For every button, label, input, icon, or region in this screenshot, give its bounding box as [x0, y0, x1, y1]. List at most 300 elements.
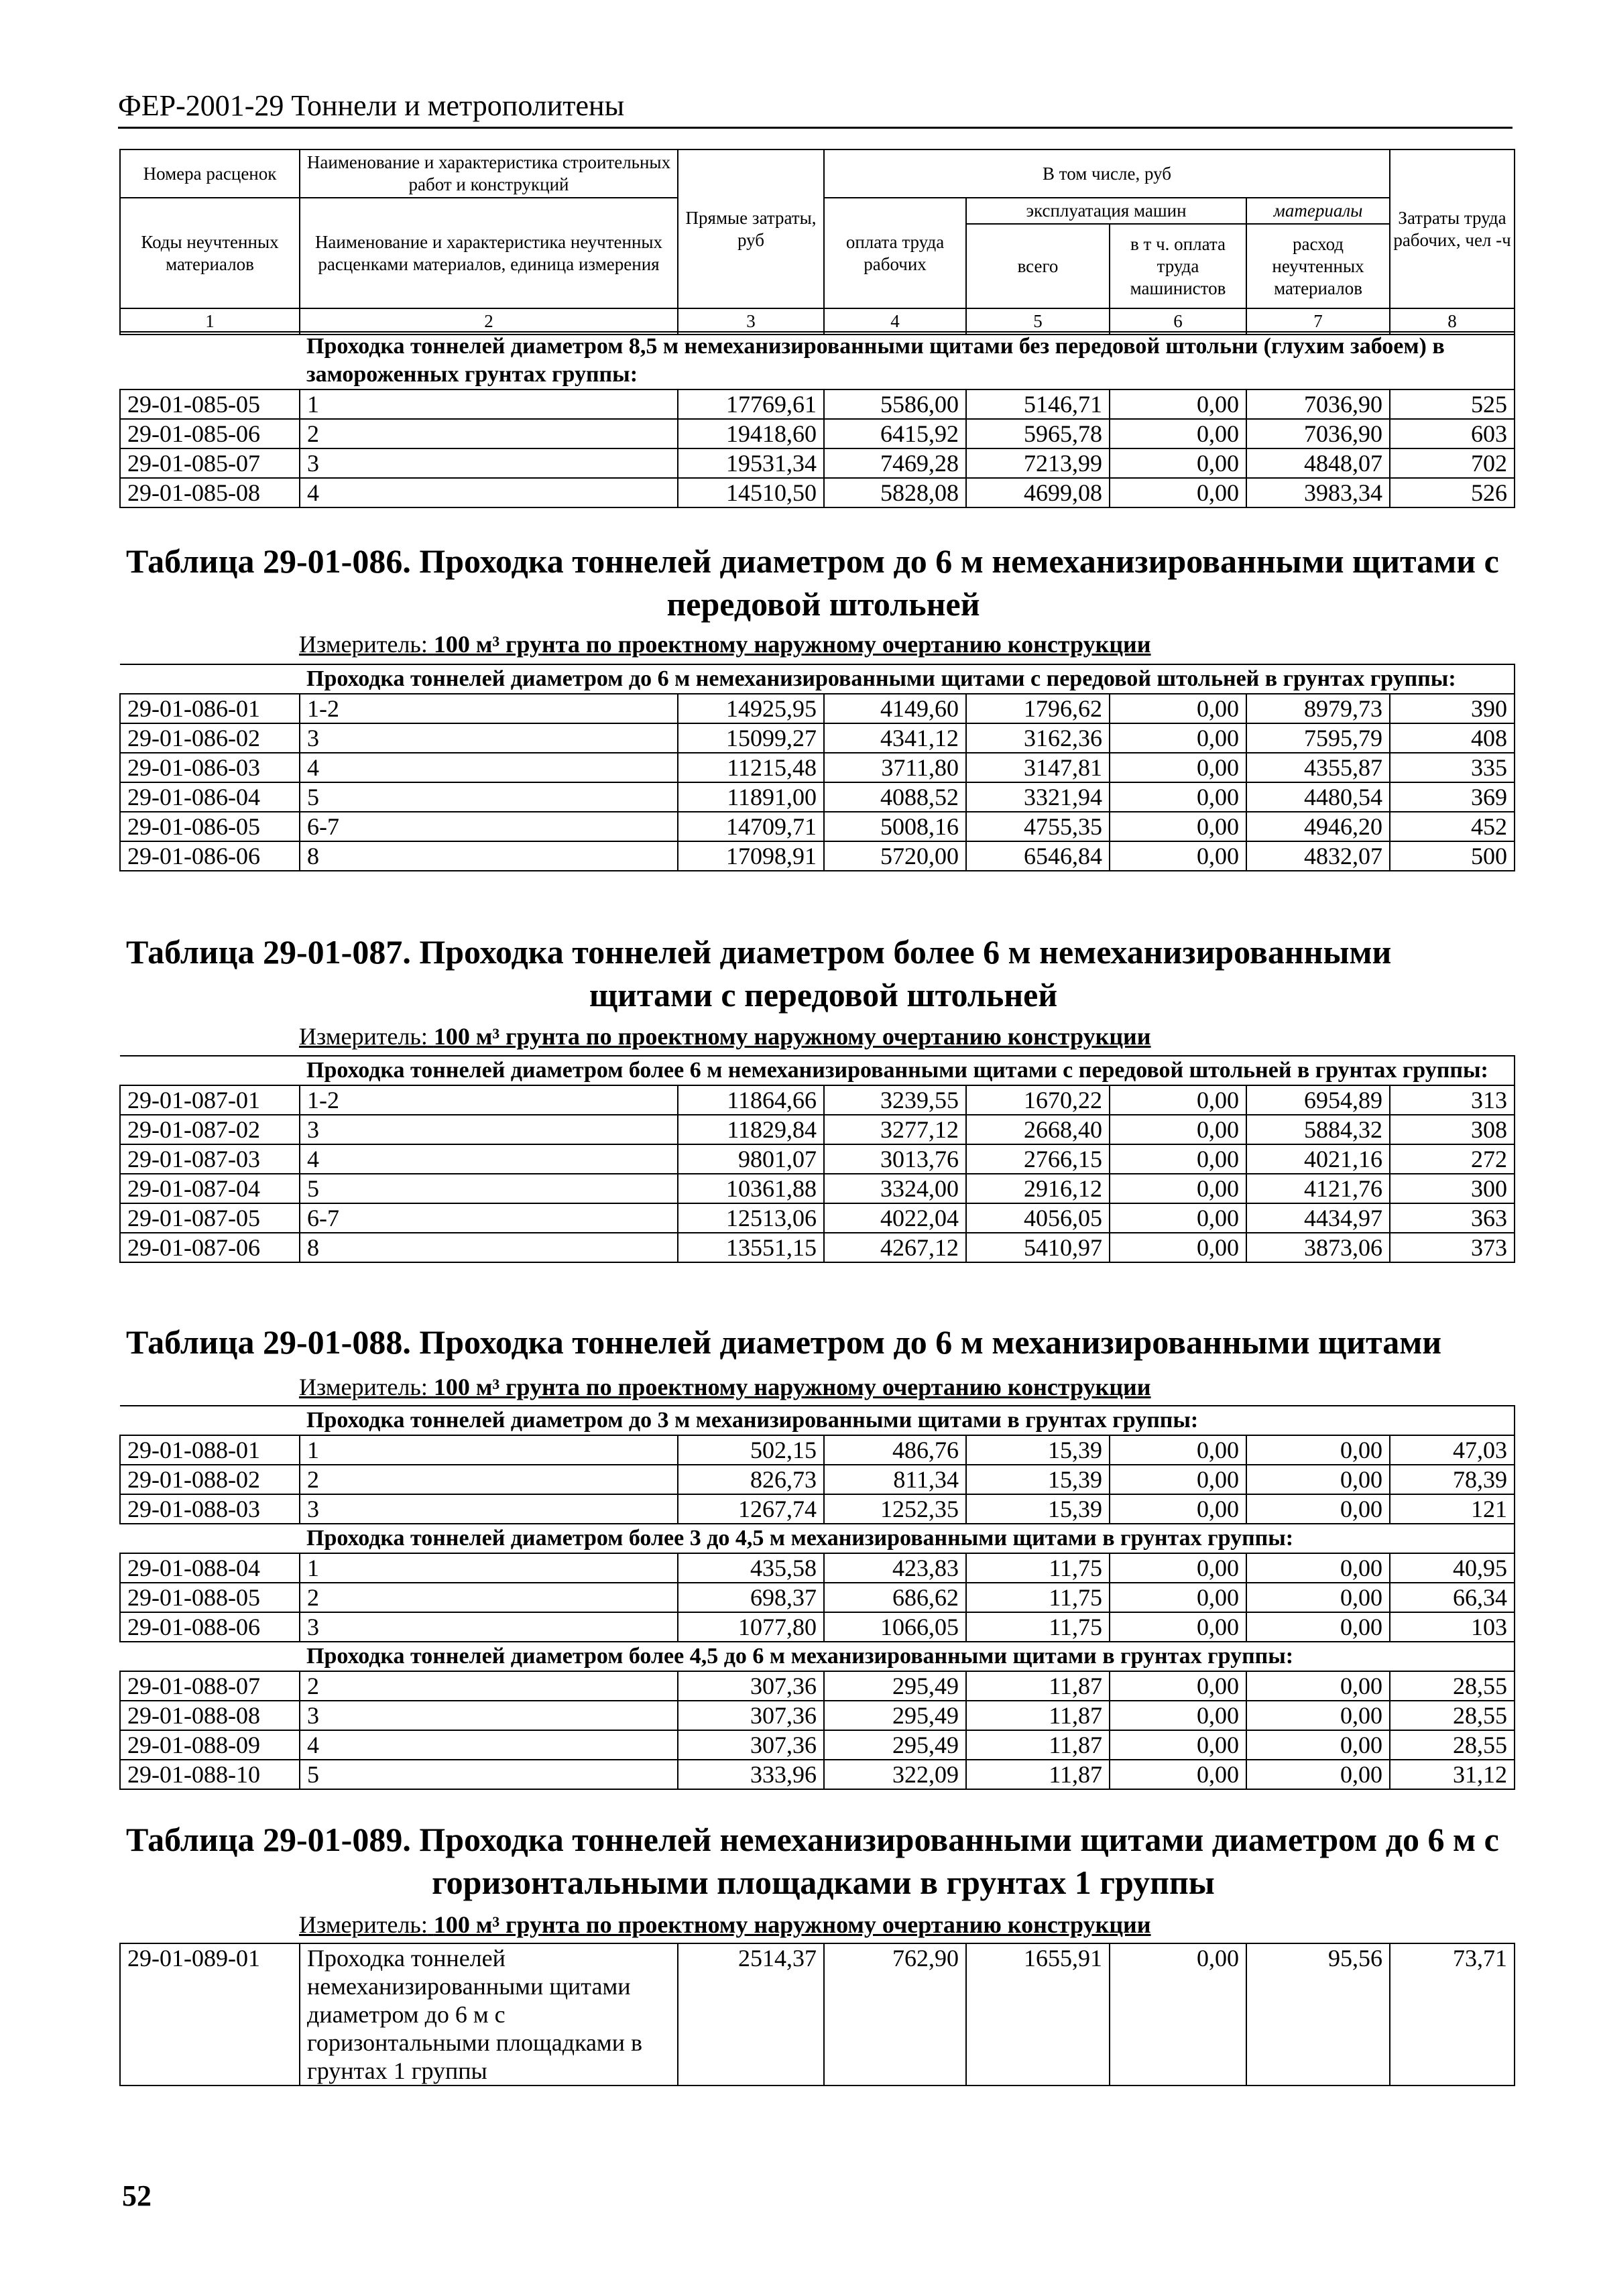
header-machinist-pay: в т ч. оплата труда машинистов — [1110, 224, 1246, 308]
cell-material-consumption: 4848,07 — [1246, 448, 1390, 478]
cell-labor-costs: 40,95 — [1390, 1553, 1515, 1583]
cell-material-consumption: 5884,32 — [1246, 1115, 1390, 1144]
table-row — [120, 1494, 1515, 1524]
cell-rate-code: 29-01-087-06 — [120, 1233, 300, 1262]
cell-rate-code: 29-01-087-03 — [120, 1144, 300, 1174]
table-row — [120, 1203, 1515, 1233]
cell-machine-total: 3162,36 — [966, 723, 1110, 753]
header-materials: материалы — [1246, 198, 1390, 224]
cell-labor-costs: 272 — [1390, 1144, 1515, 1174]
cell-labor-costs: 335 — [1390, 753, 1515, 782]
cell-machinist-pay: 0,00 — [1110, 1943, 1246, 2086]
table-row — [120, 1760, 1515, 1789]
cell-machinist-pay: 0,00 — [1110, 419, 1246, 448]
cell-machinist-pay: 0,00 — [1110, 1730, 1246, 1760]
cell-labor-costs: 28,55 — [1390, 1701, 1515, 1730]
table-087-measure — [299, 1022, 1151, 1050]
header-labor-costs: Затраты труда рабочих, чел -ч — [1390, 149, 1515, 308]
cell-labor-costs: 78,39 — [1390, 1465, 1515, 1494]
cell-labor-costs: 308 — [1390, 1115, 1515, 1144]
cell-machinist-pay: 0,00 — [1110, 1174, 1246, 1203]
cell-machine-total: 11,75 — [966, 1612, 1110, 1642]
cell-machinist-pay: 0,00 — [1110, 1583, 1246, 1612]
page-number: 52 — [122, 2179, 152, 2212]
cell-machinist-pay: 0,00 — [1110, 1465, 1246, 1494]
cell-rate-code: 29-01-088-01 — [120, 1435, 300, 1465]
cell-machinist-pay: 0,00 — [1110, 1144, 1246, 1174]
section-spacer — [120, 1642, 300, 1671]
cell-worker-pay: 811,34 — [824, 1465, 966, 1494]
cell-direct-costs: 1077,80 — [678, 1612, 824, 1642]
column-number: 6 — [1110, 308, 1246, 335]
cell-direct-costs: 12513,06 — [678, 1203, 824, 1233]
cell-worker-pay: 4022,04 — [824, 1203, 966, 1233]
section-spacer — [120, 1056, 300, 1085]
cell-worker-pay: 1252,35 — [824, 1494, 966, 1524]
column-number: 1 — [120, 308, 300, 335]
table-row — [120, 419, 1515, 448]
cell-machine-total: 2916,12 — [966, 1174, 1110, 1203]
cell-direct-costs: 11891,00 — [678, 782, 824, 812]
cell-group-label: 3 — [300, 448, 678, 478]
cell-labor-costs: 526 — [1390, 478, 1515, 507]
table-087-title — [126, 930, 1521, 1016]
cell-direct-costs: 11864,66 — [678, 1085, 824, 1115]
cell-worker-pay: 295,49 — [824, 1730, 966, 1760]
cell-worker-pay: 5586,00 — [824, 389, 966, 419]
cell-material-consumption: 0,00 — [1246, 1730, 1390, 1760]
cell-worker-pay: 686,62 — [824, 1583, 966, 1612]
cell-worker-pay: 295,49 — [824, 1701, 966, 1730]
cell-group-label: 2 — [300, 419, 678, 448]
cell-machinist-pay: 0,00 — [1110, 1115, 1246, 1144]
cell-labor-costs: 390 — [1390, 694, 1515, 723]
cell-worker-pay: 762,90 — [824, 1943, 966, 2086]
cell-material-consumption: 4021,16 — [1246, 1144, 1390, 1174]
cell-worker-pay: 295,49 — [824, 1671, 966, 1701]
cell-rate-code: 29-01-085-05 — [120, 389, 300, 419]
cell-worker-pay: 486,76 — [824, 1435, 966, 1465]
table-title-line: горизонтальными площадками в грунтах 1 группы — [432, 1864, 1215, 1901]
header-rate-number: Номера расценок — [120, 149, 300, 198]
cell-machine-total: 1670,22 — [966, 1085, 1110, 1115]
cell-material-consumption: 0,00 — [1246, 1612, 1390, 1642]
cell-material-consumption: 0,00 — [1246, 1701, 1390, 1730]
cell-machine-total: 6546,84 — [966, 841, 1110, 871]
cell-group-label: 4 — [300, 753, 678, 782]
cell-rate-code: 29-01-085-06 — [120, 419, 300, 448]
cell-worker-pay: 3277,12 — [824, 1115, 966, 1144]
cell-material-consumption: 4946,20 — [1246, 812, 1390, 841]
table-row — [120, 1701, 1515, 1730]
cell-direct-costs: 698,37 — [678, 1583, 824, 1612]
section-spacer — [120, 332, 300, 389]
cell-rate-code: 29-01-088-05 — [120, 1583, 300, 1612]
table-086-title — [126, 540, 1521, 625]
cell-labor-costs: 47,03 — [1390, 1435, 1515, 1465]
header-machine-operation: эксплуатация машин — [966, 198, 1246, 224]
cell-machine-total: 3147,81 — [966, 753, 1110, 782]
cell-direct-costs: 307,36 — [678, 1671, 824, 1701]
cell-rate-code: 29-01-086-05 — [120, 812, 300, 841]
header-direct-costs: Прямые затраты, руб — [678, 149, 824, 308]
cell-labor-costs: 28,55 — [1390, 1671, 1515, 1701]
page-header: ФЕР-2001-29 Тоннели и метрополитены — [118, 88, 1513, 129]
cell-group-label: 2 — [300, 1583, 678, 1612]
cell-group-label: 1 — [300, 1435, 678, 1465]
cell-material-consumption: 4121,76 — [1246, 1174, 1390, 1203]
cell-machine-total: 15,39 — [966, 1435, 1110, 1465]
cell-machinist-pay: 0,00 — [1110, 1233, 1246, 1262]
measure-text: 100 м³ грунта по проектному наружному очертанию конструкции — [433, 1023, 1151, 1050]
measure-lead: Измеритель: — [299, 1911, 428, 1938]
cell-group-label: 1 — [300, 1553, 678, 1583]
cell-labor-costs: 66,34 — [1390, 1583, 1515, 1612]
cell-direct-costs: 307,36 — [678, 1730, 824, 1760]
cell-rate-code: 29-01-085-08 — [120, 478, 300, 507]
cell-direct-costs: 9801,07 — [678, 1144, 824, 1174]
cell-material-consumption: 4480,54 — [1246, 782, 1390, 812]
cell-direct-costs: 1267,74 — [678, 1494, 824, 1524]
table-row — [120, 1115, 1515, 1144]
cell-group-label: 5 — [300, 782, 678, 812]
cell-labor-costs: 28,55 — [1390, 1730, 1515, 1760]
section-row — [120, 664, 1515, 694]
cell-group-label: 4 — [300, 478, 678, 507]
cell-labor-costs: 73,71 — [1390, 1943, 1515, 2086]
column-number: 4 — [824, 308, 966, 335]
cell-worker-pay: 4267,12 — [824, 1233, 966, 1262]
section-spacer — [120, 1406, 300, 1435]
cell-rate-code: 29-01-087-05 — [120, 1203, 300, 1233]
header-material-name: Наименование и характеристика неучтенных расценками материалов, единица измерения — [300, 198, 678, 308]
table-row — [120, 448, 1515, 478]
section-heading: Проходка тоннелей диаметром 8,5 м немеханизированными щитами без передовой штольни (глухим забоем) в замороженных грунтах группы: — [300, 332, 1515, 389]
cell-labor-costs: 121 — [1390, 1494, 1515, 1524]
cell-rate-code: 29-01-087-04 — [120, 1174, 300, 1203]
cell-machinist-pay: 0,00 — [1110, 1435, 1246, 1465]
cell-direct-costs: 15099,27 — [678, 723, 824, 753]
cell-labor-costs: 313 — [1390, 1085, 1515, 1115]
measure-text: 100 м³ грунта по проектному наружному очертанию конструкции — [433, 1911, 1151, 1938]
cell-rate-code: 29-01-087-02 — [120, 1115, 300, 1144]
cell-worker-pay: 423,83 — [824, 1553, 966, 1583]
table-title-line: Таблица 29-01-088. Проходка тоннелей диаметром до 6 м механизированными щитами — [126, 1323, 1442, 1361]
cell-direct-costs: 11215,48 — [678, 753, 824, 782]
table-088-title — [126, 1321, 1521, 1364]
cell-machinist-pay: 0,00 — [1110, 1671, 1246, 1701]
measure-lead: Измеритель: — [299, 631, 428, 658]
cell-rate-code: 29-01-088-07 — [120, 1671, 300, 1701]
cell-material-consumption: 0,00 — [1246, 1671, 1390, 1701]
cell-group-label: 6-7 — [300, 1203, 678, 1233]
cell-material-consumption: 4355,87 — [1246, 753, 1390, 782]
cell-rate-code: 29-01-086-03 — [120, 753, 300, 782]
cell-machinist-pay: 0,00 — [1110, 694, 1246, 723]
cell-machinist-pay: 0,00 — [1110, 782, 1246, 812]
cell-machinist-pay: 0,00 — [1110, 1553, 1246, 1583]
cell-machine-total: 11,87 — [966, 1701, 1110, 1730]
section-row — [120, 1056, 1515, 1085]
cell-direct-costs: 14510,50 — [678, 478, 824, 507]
section-row — [120, 332, 1515, 389]
cell-labor-costs: 408 — [1390, 723, 1515, 753]
cell-labor-costs: 300 — [1390, 1174, 1515, 1203]
cell-direct-costs: 17098,91 — [678, 841, 824, 871]
cell-machine-total: 1655,91 — [966, 1943, 1110, 2086]
section-heading: Проходка тоннелей диаметром более 6 м немеханизированными щитами с передовой штольней в грунтах группы: — [300, 1056, 1515, 1085]
cell-group-label: 3 — [300, 723, 678, 753]
section-row — [120, 1524, 1515, 1553]
cell-direct-costs: 13551,15 — [678, 1233, 824, 1262]
cell-machinist-pay: 0,00 — [1110, 1760, 1246, 1789]
table-row — [120, 1583, 1515, 1612]
column-number: 8 — [1390, 308, 1515, 335]
cell-worker-pay: 3013,76 — [824, 1144, 966, 1174]
cell-direct-costs: 14709,71 — [678, 812, 824, 841]
cell-direct-costs: 2514,37 — [678, 1943, 824, 2086]
cell-machine-total: 11,87 — [966, 1671, 1110, 1701]
table-title-line: Таблица 29-01-087. Проходка тоннелей диаметром более 6 м немеханизированными — [126, 933, 1392, 971]
cell-worker-pay: 4341,12 — [824, 723, 966, 753]
table-087 — [119, 1055, 1515, 1263]
cell-rate-code: 29-01-088-09 — [120, 1730, 300, 1760]
cell-material-consumption: 7036,90 — [1246, 389, 1390, 419]
cell-worker-pay: 5828,08 — [824, 478, 966, 507]
cell-rate-code: 29-01-086-01 — [120, 694, 300, 723]
cell-direct-costs: 333,96 — [678, 1760, 824, 1789]
cell-machine-total: 4755,35 — [966, 812, 1110, 841]
cell-direct-costs: 502,15 — [678, 1435, 824, 1465]
cell-machine-total: 11,87 — [966, 1730, 1110, 1760]
section-heading: Проходка тоннелей диаметром до 6 м немеханизированными щитами с передовой штольней в грунтах группы: — [300, 664, 1515, 694]
table-row — [120, 1435, 1515, 1465]
cell-direct-costs: 19531,34 — [678, 448, 824, 478]
table-088 — [119, 1405, 1515, 1790]
cell-direct-costs: 17769,61 — [678, 389, 824, 419]
cell-group-label: 4 — [300, 1144, 678, 1174]
cell-worker-pay: 3324,00 — [824, 1174, 966, 1203]
section-heading: Проходка тоннелей диаметром более 3 до 4,5 м механизированными щитами в грунтах группы: — [300, 1524, 1515, 1553]
cell-worker-pay: 5720,00 — [824, 841, 966, 871]
table-title-line: Таблица 29-01-086. Проходка тоннелей диаметром до 6 м немеханизированными щитами с — [126, 542, 1499, 580]
table-089-measure — [299, 1911, 1151, 1939]
cell-material-consumption: 4832,07 — [1246, 841, 1390, 871]
cell-rate-code: 29-01-088-03 — [120, 1494, 300, 1524]
cell-material-consumption: 3873,06 — [1246, 1233, 1390, 1262]
table-088-measure — [299, 1373, 1151, 1401]
cell-direct-costs: 19418,60 — [678, 419, 824, 448]
cell-machinist-pay: 0,00 — [1110, 1203, 1246, 1233]
table-089-title — [126, 1818, 1521, 1904]
cell-labor-costs: 500 — [1390, 841, 1515, 871]
cell-machine-total: 11,75 — [966, 1583, 1110, 1612]
cell-machine-total: 1796,62 — [966, 694, 1110, 723]
cell-machinist-pay: 0,00 — [1110, 1494, 1246, 1524]
header-work-name: Наименование и характеристика строительных работ и конструкций — [300, 149, 678, 198]
table-row — [120, 1553, 1515, 1583]
cell-machine-total: 4699,08 — [966, 478, 1110, 507]
cell-labor-costs: 363 — [1390, 1203, 1515, 1233]
table-086 — [119, 664, 1515, 871]
table-row — [120, 782, 1515, 812]
table-085-continued — [119, 331, 1515, 508]
cell-machinist-pay: 0,00 — [1110, 723, 1246, 753]
cell-machinist-pay: 0,00 — [1110, 1701, 1246, 1730]
cell-group-label: 1-2 — [300, 694, 678, 723]
cell-group-label: 4 — [300, 1730, 678, 1760]
cell-rate-code: 29-01-086-06 — [120, 841, 300, 871]
cell-direct-costs: 10361,88 — [678, 1174, 824, 1203]
cell-machinist-pay: 0,00 — [1110, 478, 1246, 507]
cell-material-consumption: 3983,34 — [1246, 478, 1390, 507]
cell-group-label: 8 — [300, 1233, 678, 1262]
cell-machine-total: 3321,94 — [966, 782, 1110, 812]
cell-direct-costs: 14925,95 — [678, 694, 824, 723]
cell-machine-total: 7213,99 — [966, 448, 1110, 478]
header-material-consumption: расход неучтенных материалов — [1246, 224, 1390, 308]
cell-direct-costs: 435,58 — [678, 1553, 824, 1583]
cell-material-consumption: 0,00 — [1246, 1465, 1390, 1494]
table-row — [120, 1465, 1515, 1494]
cell-material-consumption: 7036,90 — [1246, 419, 1390, 448]
cell-material-consumption: 7595,79 — [1246, 723, 1390, 753]
cell-labor-costs: 369 — [1390, 782, 1515, 812]
cell-worker-pay: 1066,05 — [824, 1612, 966, 1642]
column-number: 3 — [678, 308, 824, 335]
cell-machinist-pay: 0,00 — [1110, 812, 1246, 841]
table-086-measure — [299, 630, 1151, 658]
cell-machinist-pay: 0,00 — [1110, 1612, 1246, 1642]
header-machine-total: всего — [966, 224, 1110, 308]
table-row — [120, 694, 1515, 723]
cell-group-label: 5 — [300, 1760, 678, 1789]
section-row — [120, 1642, 1515, 1671]
table-title-line: щитами с передовой штольней — [589, 976, 1058, 1014]
table-row — [120, 1671, 1515, 1701]
cell-worker-pay: 322,09 — [824, 1760, 966, 1789]
table-row — [120, 723, 1515, 753]
cell-worker-pay: 5008,16 — [824, 812, 966, 841]
cell-machine-total: 11,87 — [966, 1760, 1110, 1789]
cell-labor-costs: 702 — [1390, 448, 1515, 478]
table-row — [120, 812, 1515, 841]
cell-rate-code: 29-01-088-08 — [120, 1701, 300, 1730]
cell-machine-total: 11,75 — [966, 1553, 1110, 1583]
table-row — [120, 753, 1515, 782]
cell-group-label: 2 — [300, 1671, 678, 1701]
cell-machinist-pay: 0,00 — [1110, 389, 1246, 419]
cell-rate-code: 29-01-088-02 — [120, 1465, 300, 1494]
cell-group-label: 6-7 — [300, 812, 678, 841]
cell-rate-code: 29-01-088-06 — [120, 1612, 300, 1642]
cell-material-consumption: 0,00 — [1246, 1760, 1390, 1789]
cell-direct-costs: 307,36 — [678, 1701, 824, 1730]
table-089 — [119, 1943, 1515, 2086]
cell-group-label: 2 — [300, 1465, 678, 1494]
cell-machine-total: 15,39 — [966, 1494, 1110, 1524]
section-heading: Проходка тоннелей диаметром до 3 м механизированными щитами в грунтах группы: — [300, 1406, 1515, 1435]
cell-machinist-pay: 0,00 — [1110, 448, 1246, 478]
section-row — [120, 1406, 1515, 1435]
cell-group-label: 3 — [300, 1612, 678, 1642]
column-number: 5 — [966, 308, 1110, 335]
cell-material-consumption: 8979,73 — [1246, 694, 1390, 723]
table-title-line: передовой штольней — [666, 585, 980, 623]
cell-material-consumption: 0,00 — [1246, 1494, 1390, 1524]
cell-group-label: 5 — [300, 1174, 678, 1203]
section-heading: Проходка тоннелей диаметром более 4,5 до 6 м механизированными щитами в грунтах группы: — [300, 1642, 1515, 1671]
cell-machine-total: 2766,15 — [966, 1144, 1110, 1174]
measure-lead: Измеритель: — [299, 1023, 428, 1050]
table-row — [120, 1085, 1515, 1115]
header-including-group: В том числе, руб — [824, 149, 1390, 198]
table-row — [120, 478, 1515, 507]
table-row — [120, 1612, 1515, 1642]
cell-machine-total: 2668,40 — [966, 1115, 1110, 1144]
header-worker-pay: оплата труда рабочих — [824, 198, 966, 308]
cell-direct-costs: 11829,84 — [678, 1115, 824, 1144]
cell-labor-costs: 31,12 — [1390, 1760, 1515, 1789]
measure-text: 100 м³ грунта по проектному наружному очертанию конструкции — [433, 1374, 1151, 1400]
cell-machinist-pay: 0,00 — [1110, 841, 1246, 871]
table-title-line: Таблица 29-01-089. Проходка тоннелей немеханизированными щитами диаметром до 6 м с — [126, 1821, 1499, 1858]
cell-machine-total: 15,39 — [966, 1465, 1110, 1494]
column-number: 7 — [1246, 308, 1390, 335]
cell-rate-code: 29-01-088-10 — [120, 1760, 300, 1789]
cell-direct-costs: 826,73 — [678, 1465, 824, 1494]
column-number: 2 — [300, 308, 678, 335]
cell-labor-costs: 525 — [1390, 389, 1515, 419]
cell-machine-total: 5965,78 — [966, 419, 1110, 448]
cell-group-label: 1 — [300, 389, 678, 419]
table-row — [120, 1144, 1515, 1174]
cell-rate-code: 29-01-089-01 — [120, 1943, 300, 2086]
header-material-codes: Коды неучтенных материалов — [120, 198, 300, 308]
cell-labor-costs: 103 — [1390, 1612, 1515, 1642]
column-header-table — [119, 149, 1515, 335]
cell-rate-code: 29-01-086-04 — [120, 782, 300, 812]
table-row — [120, 1730, 1515, 1760]
cell-machinist-pay: 0,00 — [1110, 753, 1246, 782]
cell-worker-pay: 4088,52 — [824, 782, 966, 812]
cell-material-consumption: 6954,89 — [1246, 1085, 1390, 1115]
measure-lead: Измеритель: — [299, 1374, 428, 1400]
cell-machine-total: 4056,05 — [966, 1203, 1110, 1233]
cell-material-consumption: 4434,97 — [1246, 1203, 1390, 1233]
cell-rate-code: 29-01-086-02 — [120, 723, 300, 753]
cell-rate-code: 29-01-088-04 — [120, 1553, 300, 1583]
cell-machine-total: 5410,97 — [966, 1233, 1110, 1262]
cell-group-label: 3 — [300, 1494, 678, 1524]
cell-group-label: 3 — [300, 1701, 678, 1730]
cell-group-label: 8 — [300, 841, 678, 871]
table-row — [120, 389, 1515, 419]
cell-worker-pay: 7469,28 — [824, 448, 966, 478]
cell-material-consumption: 95,56 — [1246, 1943, 1390, 2086]
cell-rate-code: 29-01-085-07 — [120, 448, 300, 478]
table-row — [120, 841, 1515, 871]
cell-material-consumption: 0,00 — [1246, 1435, 1390, 1465]
cell-labor-costs: 603 — [1390, 419, 1515, 448]
cell-worker-pay: 6415,92 — [824, 419, 966, 448]
cell-labor-costs: 452 — [1390, 812, 1515, 841]
measure-text: 100 м³ грунта по проектному наружному очертанию конструкции — [433, 631, 1151, 658]
cell-group-label: 3 — [300, 1115, 678, 1144]
cell-machinist-pay: 0,00 — [1110, 1085, 1246, 1115]
section-spacer — [120, 664, 300, 694]
cell-worker-pay: 4149,60 — [824, 694, 966, 723]
